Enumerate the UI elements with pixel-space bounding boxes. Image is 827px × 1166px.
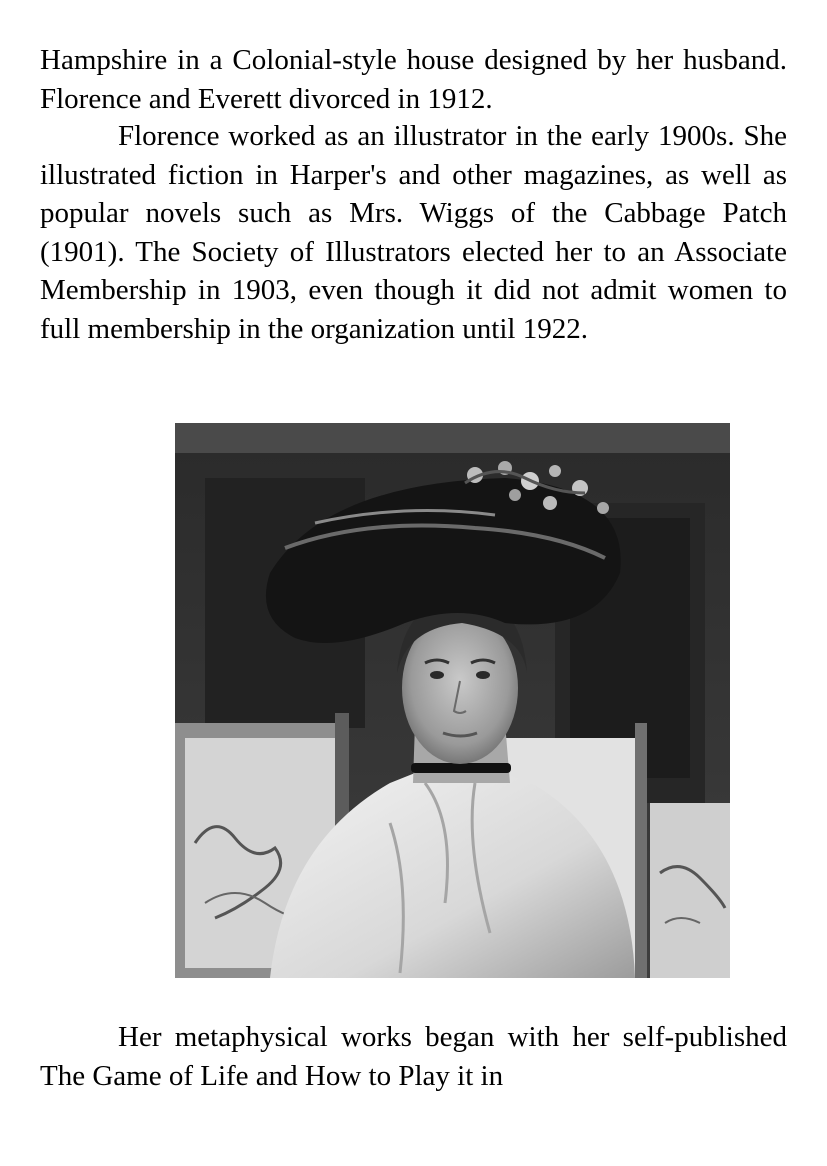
paragraph-illustrator-career: Florence worked as an illustrator in the early 1900s. She illustrated fiction in Harper's and other magazines, as well as popular novels such as Mrs. Wiggs of the Cabbage Patch (1901). The Society of Illustrators elected her to an Associate Membership in 1903, even though it did not admit women to full membership in the organization until 1922. — [40, 120, 787, 345]
paragraph-metaphysical-works: Her metaphysical works began with her self-published The Game of Life and How to Play it in — [40, 1021, 787, 1092]
portrait-illustration — [175, 423, 730, 978]
portrait-photo — [175, 423, 730, 978]
paragraph-continuation: Hampshire in a Colonial-style house designed by her husband. Florence and Everett divorced in 1912. — [40, 44, 787, 115]
